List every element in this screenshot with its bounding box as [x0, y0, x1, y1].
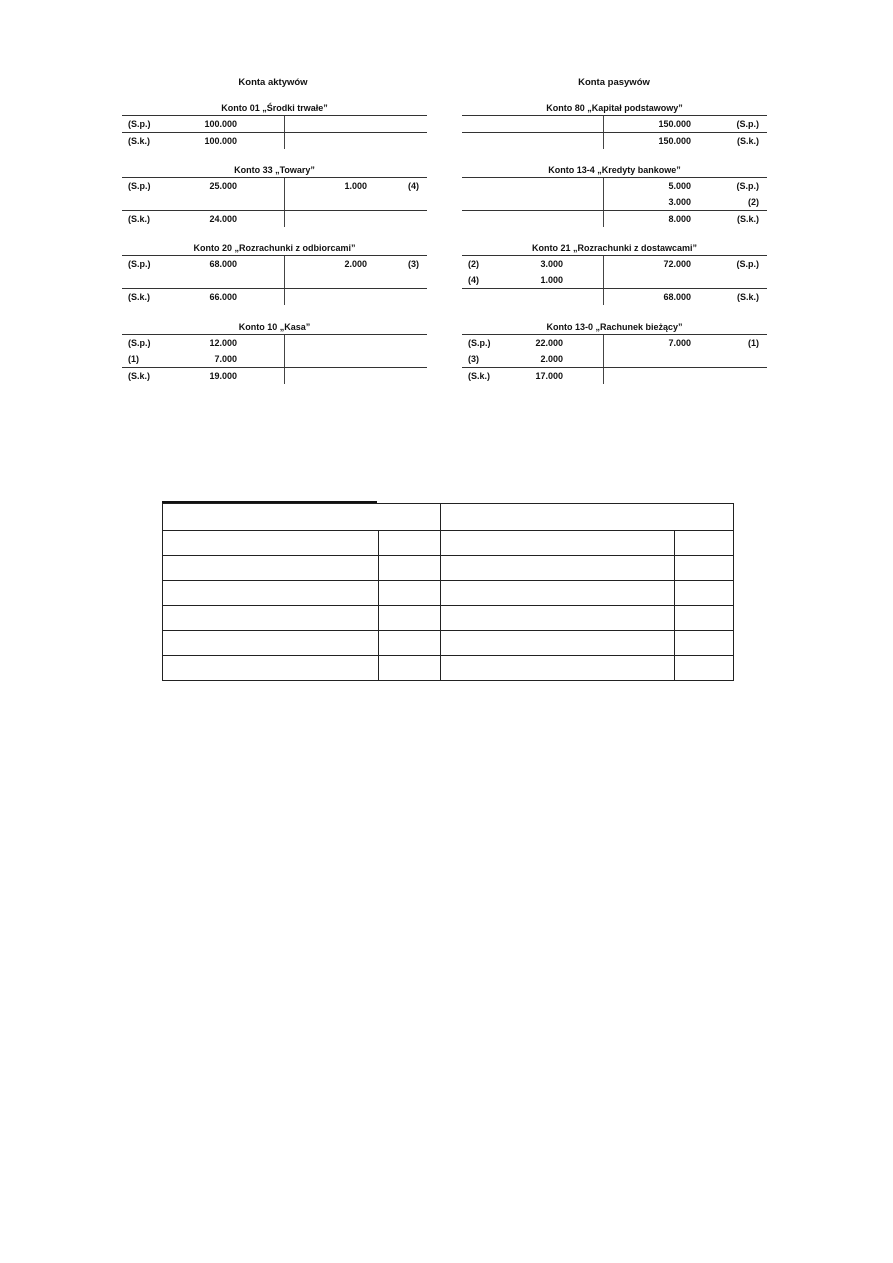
debit-label: (S.p.) — [468, 338, 491, 348]
account-body — [462, 115, 767, 149]
account-row — [462, 351, 767, 367]
debit-value: 66.000 — [209, 292, 237, 302]
assets-header-cell — [163, 504, 441, 531]
debit-value: 19.000 — [209, 371, 237, 381]
credit-value: 1.000 — [344, 181, 367, 191]
account-title: Konto 20 „Rozrachunki z odbiorcami” — [193, 243, 356, 253]
credit-label: (4) — [408, 181, 419, 191]
credit-label: (S.k.) — [736, 214, 759, 224]
debit-value: 3.000 — [540, 259, 563, 269]
table-row — [163, 581, 734, 606]
account-row — [462, 335, 767, 351]
credit-value: 2.000 — [344, 259, 367, 269]
liabilities-account — [462, 163, 767, 227]
credit-value: 68.000 — [663, 292, 691, 302]
debit-label: (S.p.) — [128, 119, 151, 129]
debit-value: 2.000 — [540, 354, 563, 364]
account-row — [462, 367, 767, 384]
debit-value: 100.000 — [204, 119, 237, 129]
credit-label: (S.p.) — [736, 119, 759, 129]
assets-account — [122, 241, 427, 305]
debit-label: (S.k.) — [128, 136, 151, 146]
debit-value: 100.000 — [204, 136, 237, 146]
table-row — [163, 606, 734, 631]
debit-label: (S.k.) — [128, 292, 151, 302]
debit-value: 1.000 — [540, 275, 563, 285]
account-body — [462, 177, 767, 227]
liabilities-account — [462, 101, 767, 149]
assets-header: Konta aktywów — [238, 77, 308, 88]
account-body — [462, 255, 767, 305]
account-row — [122, 288, 427, 305]
credit-value: 5.000 — [668, 181, 691, 191]
account-title: Konto 21 „Rozrachunki z dostawcami” — [531, 243, 698, 253]
credit-value: 150.000 — [658, 136, 691, 146]
debit-label: (S.k.) — [128, 371, 151, 381]
account-row — [462, 288, 767, 305]
account-row — [462, 116, 767, 132]
account-body — [122, 255, 427, 305]
account-row — [122, 256, 427, 272]
debit-value: 22.000 — [535, 338, 563, 348]
debit-value: 12.000 — [209, 338, 237, 348]
assets-account — [122, 101, 427, 149]
account-row — [462, 272, 767, 288]
debit-label: (3) — [468, 354, 479, 364]
debit-label: (S.p.) — [128, 181, 151, 191]
debit-label: (S.p.) — [128, 259, 151, 269]
account-title: Konto 13-4 „Kredyty bankowe” — [548, 165, 681, 175]
debit-value: 17.000 — [535, 371, 563, 381]
account-body — [122, 334, 427, 384]
account-row — [462, 256, 767, 272]
account-row — [122, 367, 427, 384]
debit-label: (S.k.) — [128, 214, 151, 224]
account-row — [462, 132, 767, 149]
balance-sheet-table — [162, 503, 734, 681]
account-title: Konto 13-0 „Rachunek bieżący” — [546, 322, 683, 332]
table-row — [163, 504, 734, 531]
liabilities-account — [462, 241, 767, 305]
liabilities-account — [462, 320, 767, 384]
debit-label: (2) — [468, 259, 479, 269]
account-body — [122, 115, 427, 149]
account-title: Konto 10 „Kasa” — [238, 322, 311, 332]
credit-label: (S.k.) — [736, 292, 759, 302]
debit-label: (4) — [468, 275, 479, 285]
account-title: Konto 33 „Towary” — [234, 165, 315, 175]
credit-value: 7.000 — [668, 338, 691, 348]
account-row — [462, 210, 767, 227]
account-row — [122, 351, 427, 367]
debit-value: 25.000 — [209, 181, 237, 191]
credit-value: 72.000 — [663, 259, 691, 269]
table-row — [163, 556, 734, 581]
debit-label: (S.k.) — [468, 371, 491, 381]
table-row — [163, 656, 734, 681]
debit-label: (S.p.) — [128, 338, 151, 348]
credit-value: 8.000 — [668, 214, 691, 224]
debit-value: 68.000 — [209, 259, 237, 269]
credit-label: (1) — [748, 338, 759, 348]
table-row — [163, 531, 734, 556]
account-body — [122, 177, 427, 227]
debit-value: 7.000 — [214, 354, 237, 364]
credit-label: (S.p.) — [736, 181, 759, 191]
credit-label: (S.p.) — [736, 259, 759, 269]
debit-value: 24.000 — [209, 214, 237, 224]
credit-value: 3.000 — [668, 197, 691, 207]
account-row — [122, 194, 427, 210]
credit-label: (S.k.) — [736, 136, 759, 146]
account-row — [122, 272, 427, 288]
account-row — [462, 178, 767, 194]
account-row — [462, 194, 767, 210]
account-row — [122, 178, 427, 194]
table-row — [163, 631, 734, 656]
liabilities-header-cell — [441, 504, 734, 531]
account-title: Konto 80 „Kapitał podstawowy” — [546, 103, 683, 113]
debit-label: (1) — [128, 354, 139, 364]
liabilities-header: Konta pasywów — [578, 77, 650, 88]
account-row — [122, 210, 427, 227]
account-title: Konto 01 „Środki trwałe” — [221, 103, 328, 113]
credit-label: (3) — [408, 259, 419, 269]
credit-label: (2) — [748, 197, 759, 207]
account-body — [462, 334, 767, 384]
account-row — [122, 132, 427, 149]
account-row — [122, 335, 427, 351]
credit-value: 150.000 — [658, 119, 691, 129]
account-row — [122, 116, 427, 132]
assets-account — [122, 320, 427, 384]
assets-account — [122, 163, 427, 227]
